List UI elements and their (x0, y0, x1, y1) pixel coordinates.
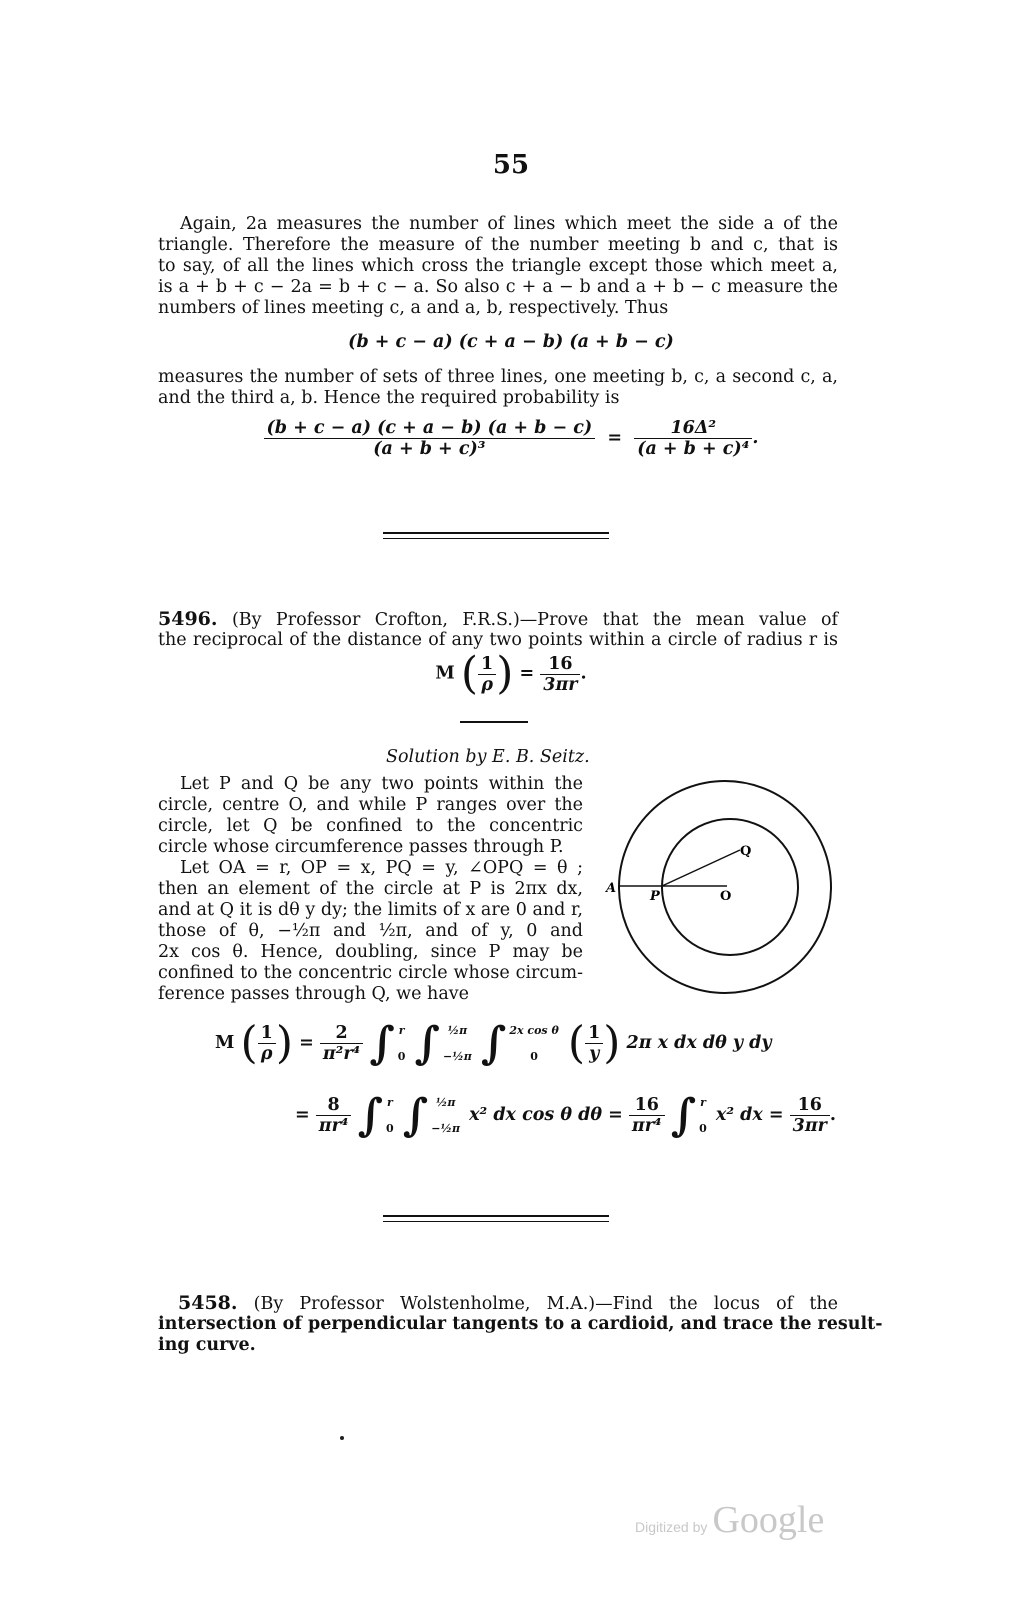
text-line: to say, of all the lines which cross the triangle except those which meet a, (158, 256, 838, 276)
inner-circle (662, 819, 798, 955)
frac-den: ρ (481, 674, 493, 695)
lower-limit: 0 (386, 1122, 394, 1135)
equation-integral-1: M ( $\frac{1}{\rho}$ ) = $\frac{2}{\text{π²r⁴}}$ ∫ r 0 ∫ ½π −½π ∫ 2x cos θ 0 ( $\frac{1}{y}$ ) 2π x dx dθ y dy (215, 1017, 772, 1069)
m: M (435, 663, 455, 684)
label-A: A (606, 881, 617, 896)
m: M (215, 1033, 235, 1053)
lower-limit: −½π (443, 1050, 472, 1063)
text-line: 2x cos θ. Hence, doubling, since P may be (158, 942, 583, 962)
lower-limit: 0 (530, 1050, 538, 1063)
divider (383, 532, 609, 534)
page-number: 55 (492, 150, 530, 180)
frac-num: 16 (790, 1095, 830, 1116)
text-line: and the third a, b. Hence the required probability is (158, 388, 620, 408)
upper-limit: ½π (447, 1024, 468, 1037)
lower-limit: 0 (699, 1122, 707, 1135)
frac-num: 8 (316, 1095, 352, 1116)
short-rule (460, 721, 528, 723)
label-Q: Q (740, 844, 752, 859)
upper-limit: r (398, 1024, 405, 1037)
divider (383, 538, 609, 539)
text-line: Let P and Q be any two points within the (180, 774, 583, 794)
text-line: then an element of the circle at P is 2πx dx, (158, 879, 583, 899)
line-PQ (662, 850, 740, 886)
text-line: the reciprocal of the distance of any two points within a circle of radius r is (158, 630, 838, 650)
text-line: Let OA = r, OP = x, PQ = y, ∠OPQ = θ ; (180, 858, 583, 878)
equation-product: (b + c − a) (c + a − b) (a + b − c) (348, 332, 674, 352)
equation-integral-2: = $\frac{8}{\text{πr⁴}}$ ∫ r 0 ∫ ½π −½π x² dx cos θ dθ = $\frac{16}{\text{πr⁴}}$ ∫ r 0 x² dx = $\frac{16}{3\pi r}$ . (295, 1090, 836, 1141)
problem-number: 5496. (158, 608, 218, 630)
text-line: ference passes through Q, we have (158, 984, 470, 1004)
text-line: Again, 2a measures the number of lines which meet the side a of the (180, 214, 838, 234)
text-line: intersection of perpendicular tangents to a cardioid, and trace the result- (158, 1314, 883, 1334)
frac-den: π²r⁴ (322, 1044, 361, 1064)
frac-den: y (589, 1044, 600, 1064)
frac-den: (a + b + c)³ (373, 439, 486, 459)
upper-limit: ½π (435, 1096, 456, 1109)
integrand: x² dx cos θ dθ (469, 1105, 603, 1125)
text-line: and at Q it is dθ y dy; the limits of x are 0 and r, (158, 900, 583, 920)
text-line: is a + b + c − 2a = b + c − a. So also c + a − b and a + b − c measure the (158, 277, 838, 297)
frac-den: 3πr (792, 1116, 827, 1136)
problem-number: 5458. (178, 1292, 238, 1314)
frac-num: 1 (258, 1023, 276, 1044)
frac-den: (a + b + c)⁴ (637, 439, 750, 459)
frac-num: 1 (585, 1023, 603, 1044)
formula-mean: M ( $\frac{1}{\rho}$ ) = $\frac{16}{3\pi r}$ . (435, 648, 587, 699)
frac-den: πr⁴ (318, 1116, 349, 1136)
lower-limit: −½π (431, 1122, 461, 1135)
text-line: measures the number of sets of three lines, one meeting b, c, a second c, a, (158, 367, 838, 387)
outer-circle (619, 781, 831, 993)
frac-den: ρ (260, 1044, 273, 1064)
frac-num: 16 (629, 1095, 665, 1116)
text-line: ing curve. (158, 1335, 256, 1355)
text-line: circle, centre O, and while P ranges over the (158, 795, 583, 815)
text-line (158, 1293, 838, 1315)
speck (340, 1436, 344, 1440)
divider (383, 1215, 609, 1217)
text-line: triangle. Therefore the measure of the number meeting b and c, that is (158, 235, 838, 255)
frac-num: (b + c − a) (c + a − b) (a + b − c) (264, 418, 596, 439)
integrand: 2π x dx dθ y dy (626, 1033, 772, 1053)
upper-limit: r (386, 1096, 393, 1109)
frac-num: 16Δ² (634, 418, 752, 439)
upper-limit: 2x cos θ (509, 1024, 559, 1037)
frac-num: 16 (540, 654, 580, 675)
frac-den: 3πr (543, 674, 578, 695)
text: (By Professor Crofton, F.R.S.)—Prove that the mean value of (231, 610, 838, 630)
text-line (158, 609, 838, 631)
equation-probability: $\frac{(b + c - a) (c + a - b) (a + b - c)}{\text{(a + b + c)³}}$ = $\frac{\text{16Δ²}}{\text{(a + b + c)⁴}}$ . (0, 418, 1022, 459)
lower-limit: 0 (397, 1050, 406, 1063)
integrand: x² dx (715, 1105, 763, 1125)
watermark-brand: Google (712, 1499, 825, 1541)
text-line: numbers of lines meeting c, a and a, b, respectively. Thus (158, 298, 669, 318)
label-O: O (720, 889, 732, 904)
text-line: circle whose circumference passes through P. (158, 837, 564, 857)
frac-num: 2 (320, 1023, 363, 1044)
watermark-prefix: Digitized by (635, 1519, 708, 1535)
solution-heading: Solution by E. B. Seitz. (386, 747, 590, 767)
concentric-circles-diagram (600, 770, 840, 1000)
upper-limit: r (700, 1096, 706, 1109)
google-watermark (635, 1498, 824, 1542)
text-line: confined to the concentric circle whose circum- (158, 963, 583, 983)
text: (By Professor Wolstenholme, M.A.)—Find the locus of the (253, 1294, 838, 1314)
frac-num: 1 (478, 654, 496, 675)
divider (383, 1221, 609, 1222)
frac-den: πr⁴ (631, 1116, 662, 1136)
label-P: P (650, 889, 660, 904)
text-line: those of θ, −½π and ½π, and of y, 0 and (158, 921, 583, 941)
text-line: circle, let Q be confined to the concentric (158, 816, 583, 836)
